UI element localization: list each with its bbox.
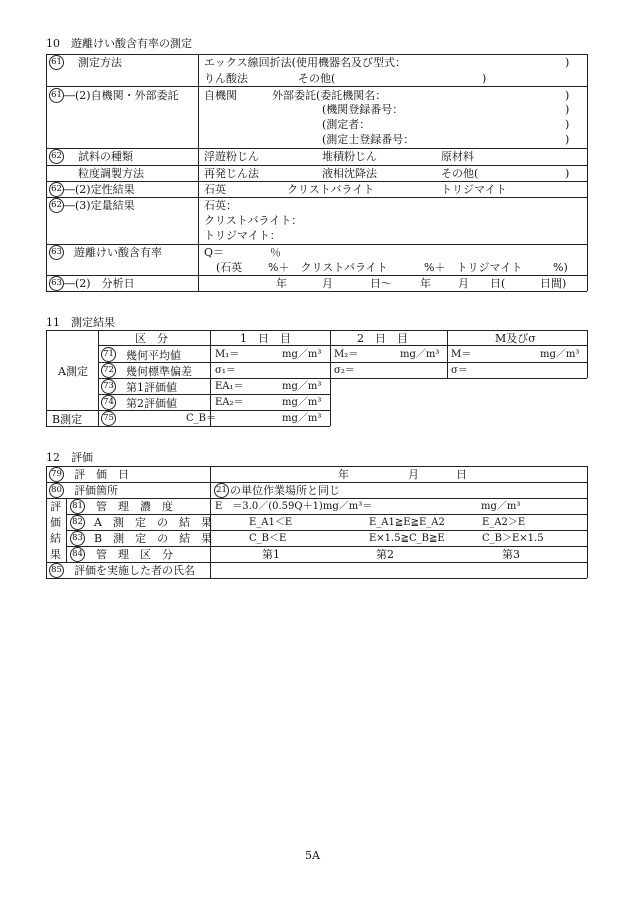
measurement-method-label: 測定方法: [78, 56, 122, 69]
item-number-62: 62: [49, 182, 64, 197]
item-number-83: 83: [70, 531, 85, 546]
item-number-80: 80: [49, 483, 64, 498]
geometric-mean-label: 幾何平均値: [126, 349, 181, 362]
free-silica-content-label: 遊離けい酸含有率: [74, 246, 162, 259]
b-measurement-label: B測定: [52, 413, 83, 426]
item-number-85: 85: [49, 563, 64, 578]
item-number-63: 63: [49, 276, 64, 291]
item-number-73: 73: [101, 379, 116, 394]
page-number: 5A: [305, 849, 320, 862]
header-m-sigma: M及びσ: [495, 332, 536, 345]
control-class-label: 管 理 区 分: [96, 548, 173, 561]
a-measurement-result-label: A 測 定 の 結 果: [94, 516, 212, 529]
header-day-2: 2 日 目: [357, 332, 408, 345]
a-measurement-label: A測定: [58, 365, 88, 378]
xray-method-text: エックス線回折法(使用機器名及び型式：: [204, 56, 406, 69]
control-concentration-formula: E ＝3.0／(0.59Q＋1)mg／m³＝: [215, 501, 373, 512]
item-number-82: 82: [70, 515, 85, 530]
item-number-61: 61: [49, 88, 64, 103]
header-day-1: 1 日 目: [240, 332, 291, 345]
quantitative-result-label: ―(3)定量結果: [64, 199, 135, 212]
table-border: [46, 54, 587, 55]
outsourced-option: 外部委託(委託機関名：: [272, 89, 387, 102]
item-number-84: 84: [70, 547, 85, 562]
item-number-75: 75: [101, 411, 116, 426]
item-number-71: 71: [101, 347, 116, 362]
section-12-heading: 12 評価: [46, 451, 93, 464]
item-number-74: 74: [101, 395, 116, 410]
item-number-63: 63: [49, 245, 64, 260]
self-org-option: 自機関: [204, 89, 237, 102]
section-10-heading: 10 遊離けい酸含有率の測定: [46, 37, 192, 50]
org-registration-number: (機関登録番号：: [322, 103, 404, 116]
analysis-date-label: ―(2) 分析日: [64, 277, 135, 290]
evaluation-result-side-label: 評: [50, 500, 61, 513]
phosphoric-acid-method: りん酸法: [204, 72, 248, 85]
q-value: Q＝: [204, 246, 225, 259]
item-number-72: 72: [101, 363, 116, 378]
item-reference-21: 21: [214, 483, 229, 498]
evaluation-location-label: 評価箇所: [74, 484, 118, 497]
qualitative-result-label: ―(2)定性結果: [64, 183, 135, 196]
item-number-81: 81: [70, 499, 85, 514]
technician-registration-number: (測定士登録番号：: [322, 133, 415, 146]
self-or-outsourced-label: ―(2)自機関・外部委託: [64, 89, 179, 102]
item-number-79: 79: [49, 467, 64, 482]
first-evaluation-value-label: 第1評価値: [126, 381, 177, 394]
header-kubun: 区 分: [135, 332, 168, 345]
b-measurement-result-label: B 測 定 の 結 果: [94, 532, 213, 545]
other-method: その他(: [298, 72, 336, 85]
control-concentration-label: 管 理 濃 度: [96, 500, 173, 513]
item-number-61: 61: [49, 55, 64, 70]
item-number-62: 62: [49, 149, 64, 164]
particle-size-method-label: 粒度調製方法: [78, 167, 144, 180]
item-number-62: 62: [49, 198, 64, 213]
evaluation-date-label: 評 価 日: [74, 468, 129, 481]
measurer-name: (測定者：: [322, 118, 371, 131]
section-11-heading: 11 測定結果: [46, 316, 115, 329]
geometric-std-label: 幾何標準偏差: [126, 365, 192, 378]
evaluator-name-label: 評価を実施した者の氏名: [74, 564, 195, 577]
sample-type-label: 試料の種類: [78, 150, 133, 163]
second-evaluation-value-label: 第2評価値: [126, 397, 177, 410]
